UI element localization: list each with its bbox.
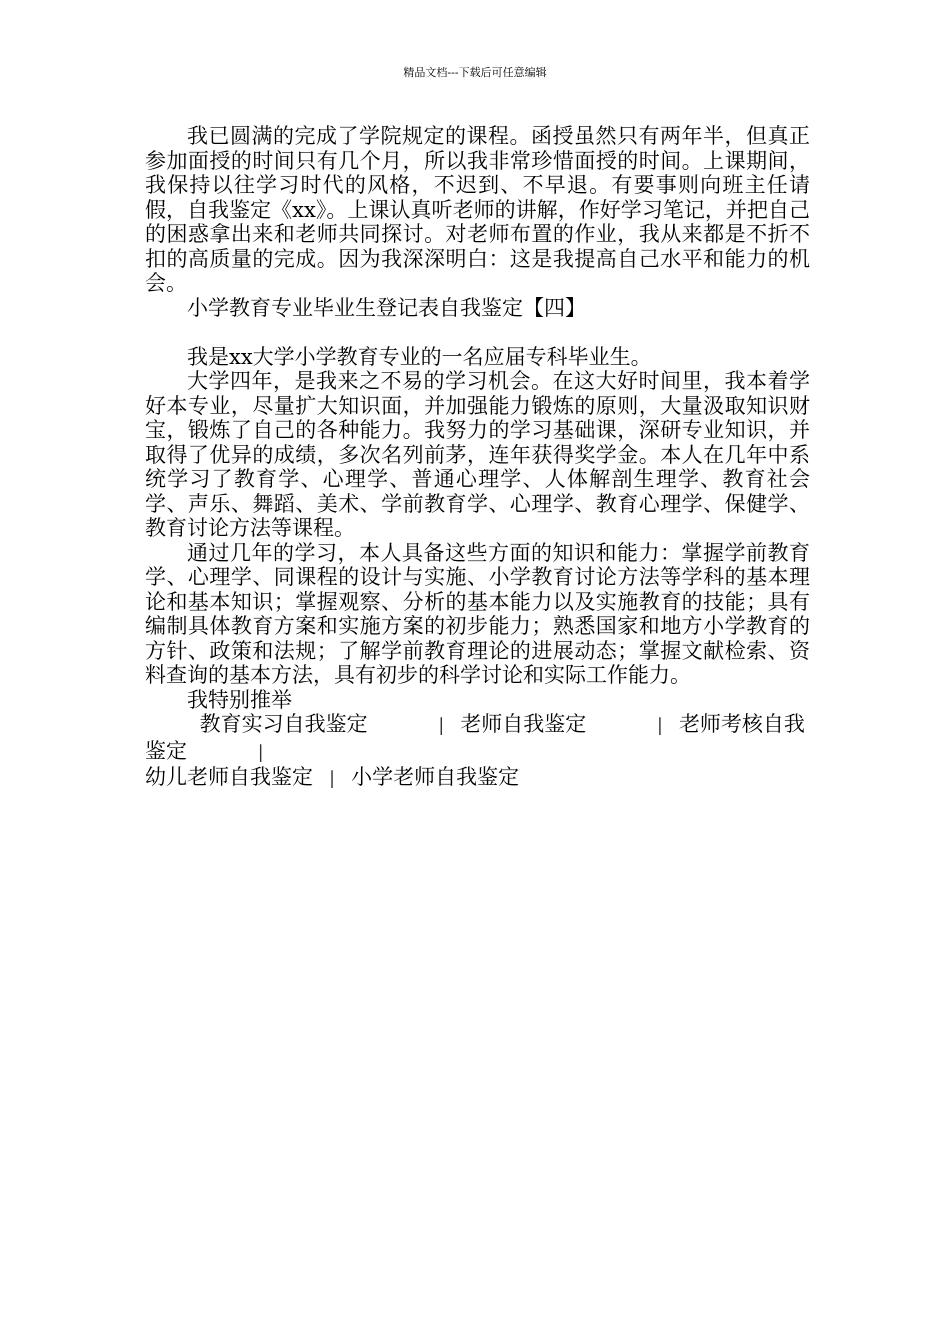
link-separator: | bbox=[329, 768, 336, 789]
recommendation-link[interactable]: 小学老师自我鉴定 bbox=[351, 765, 520, 789]
paragraph-course-completion: 我已圆满的完成了学院规定的课程。函授虽然只有两年半，但真正参加面授的时间只有几个月，所以我非常珍惜面授的时间。上课期间，我保持以往学习时代的风格，不迟到、不早退。有要事则向班主任请假，自我鉴定《xx》。上课认真听老师的讲解，作好学习笔记，并把自己的困惑拿出来和老师共同探讨。对老师布置的作业，我从来都是不折不扣的高质量的完成。因为我深深明白：这是我提高自己水平和能力的机会。 bbox=[145, 124, 810, 295]
paragraph-introduction: 我是xx大学小学教育专业的一名应届专科毕业生。 bbox=[187, 344, 652, 369]
link-separator: | bbox=[656, 715, 663, 736]
recommendation-links bbox=[145, 712, 810, 765]
paragraph-knowledge-abilities: 通过几年的学习，本人具备这些方面的知识和能力：掌握学前教育学、心理学、同课程的设计与实施、小学教育讨论方法等学科的基本理论和基本知识；掌握观察、分析的基本能力以及实施教育的技能；具有编制具体教育方案和实施方案的初步能力；熟悉国家和地方小学教育的方针、政策和法规；了解学前教育理论的进展动态；掌握文献检索、资料查询的基本方法，具有初步的科学讨论和实际工作能力。 bbox=[145, 540, 810, 687]
paragraph-study-experience: 大学四年，是我来之不易的学习机会。在这大好时间里，我本着学好本专业，尽量扩大知识面，并加强能力锻炼的原则，大量汲取知识财宝，锻炼了自己的各种能力。我努力的学习基础课，深研专业知识，并取得了优异的成绩，多次名列前茅，连年获得奖学金。本人在几年中系统学习了教育学、心理学、普通心理学、人体解剖生理学、教育社会学、声乐、舞蹈、美术、学前教育学、心理学、教育心理学、保健学、教育讨论方法等课程。 bbox=[145, 369, 810, 540]
recommendation-link[interactable]: 教育实习自我鉴定 bbox=[199, 712, 368, 736]
recommendation-link[interactable]: 老师考核自我鉴定 bbox=[145, 712, 805, 763]
document-body bbox=[145, 124, 810, 792]
recommendation-link[interactable]: 老师自我鉴定 bbox=[460, 712, 587, 736]
recommendation-link[interactable]: 幼儿老师自我鉴定 bbox=[145, 765, 313, 789]
recommendation-links-row-2 bbox=[145, 765, 810, 792]
link-separator: | bbox=[257, 741, 264, 763]
blank-line bbox=[145, 320, 810, 345]
page-header: 精品文档---下载后可任意编辑 bbox=[403, 66, 547, 79]
section-title: 小学教育专业毕业生登记表自我鉴定【四】 bbox=[187, 295, 586, 320]
recommendation-heading: 我特别推举 bbox=[187, 687, 292, 712]
link-separator: | bbox=[438, 715, 445, 736]
